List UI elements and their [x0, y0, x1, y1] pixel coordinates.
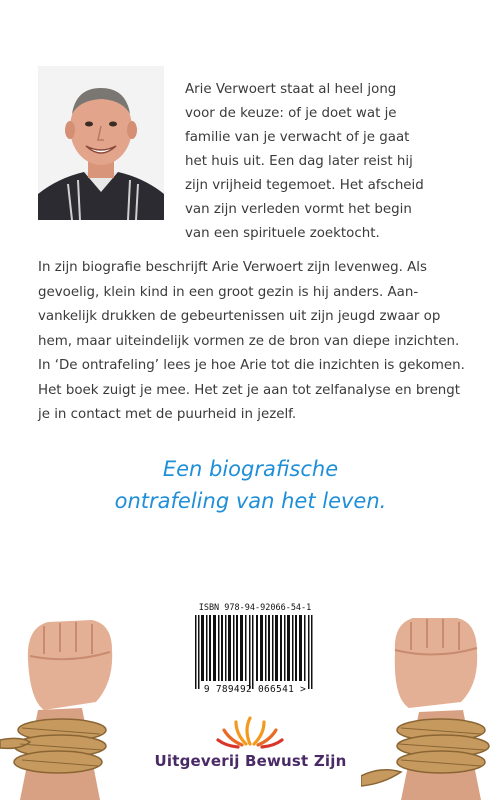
- isbn-label: ISBN 978-94-92066-54-1: [198, 603, 312, 613]
- tagline: [0, 453, 501, 517]
- body-paragraph: [38, 256, 483, 428]
- body-line: In zijn biografie beschrijft Arie Verwoert zijn levenweg. Als: [38, 260, 427, 275]
- author-photo: [38, 66, 164, 220]
- intro-paragraph: [185, 78, 485, 246]
- body-line: Het boek zuigt je mee. Het zet je aan tot zelfanalyse en brengt: [38, 382, 461, 398]
- publisher-logo: [210, 714, 290, 754]
- tagline-line-1: Een biografische: [162, 457, 339, 481]
- body-line: vankelijk drukken de gebeurtenissen uit zijn jeugd zwaar op: [38, 309, 441, 324]
- body-line: je in contact met de puurheid in jezelf.: [38, 407, 297, 422]
- intro-line: het huis uit. Een dag later reist hij: [185, 154, 413, 169]
- intro-line: Arie Verwoert staat al heel jong: [185, 82, 397, 97]
- intro-line: van zijn verleden vormt het begin: [185, 202, 412, 217]
- bound-hand-left-image: [0, 590, 140, 804]
- intro-line: voor de keuze: of je doet wat je: [185, 106, 397, 121]
- body-line: In ‘De ontrafeling’ lees je hoe Arie tot die inzichten is gekomen.: [38, 358, 465, 373]
- intro-line: zijn vrijheid tegemoet. Het afscheid: [185, 178, 424, 193]
- body-line: gevoelig, klein kind in een groot gezin is hij anders. Aan-: [38, 284, 419, 300]
- bound-hand-right-image: [361, 590, 501, 804]
- intro-line: familie van je verwacht of je gaat: [185, 130, 410, 145]
- barcode-bars: [187, 603, 323, 697]
- publisher-name: Uitgeverij Bewust Zijn: [154, 752, 347, 770]
- isbn-barcode: [187, 603, 323, 697]
- tagline-line-2: ontrafeling van het leven.: [114, 489, 387, 513]
- body-line: hem, maar uiteindelijk vormen ze de bron van diepe inzichten.: [38, 333, 460, 349]
- intro-line: van een spirituele zoektocht.: [185, 226, 380, 241]
- barcode-digits: 9 789492 066541 >: [203, 684, 307, 695]
